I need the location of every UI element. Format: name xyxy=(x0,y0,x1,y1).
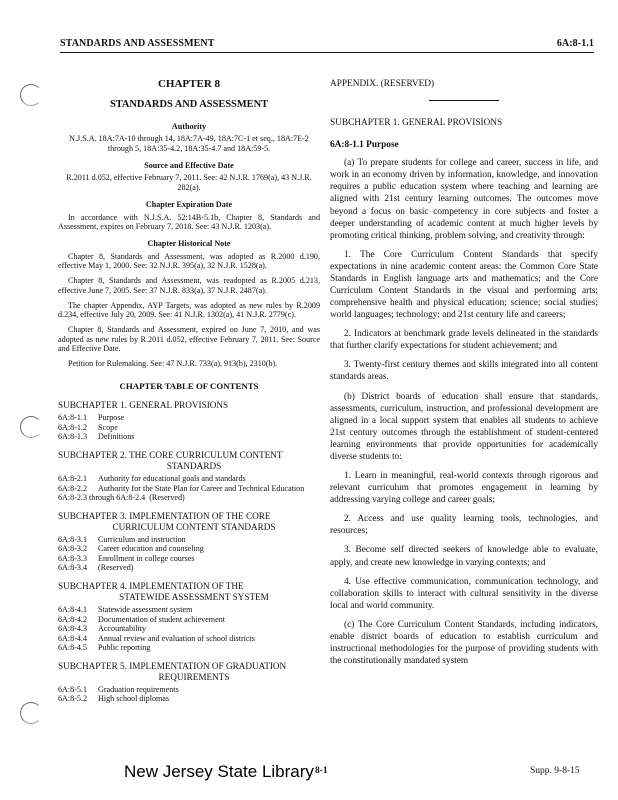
right-column xyxy=(330,78,598,674)
divider-rule xyxy=(429,100,499,101)
chapter-number: CHAPTER 8 xyxy=(157,78,221,90)
history-paragraph: Petition for Rulemaking. See: 47 N.J.R. 733(a), 913(b), 2310(b). xyxy=(68,359,278,369)
toc-subchapter-line: SUBCHAPTER 1. GENERAL PROVISIONS xyxy=(58,400,229,411)
header-title: STANDARDS AND ASSESSMENT xyxy=(60,38,215,49)
body-paragraph: 3. Twenty-first century themes and skills integrated into all content standards areas. xyxy=(330,360,598,383)
toc-section-title: (Reserved) xyxy=(98,563,134,573)
toc-entry xyxy=(58,563,320,573)
toc-entry xyxy=(58,615,320,625)
subchapter-heading: SUBCHAPTER 1. GENERAL PROVISIONS xyxy=(330,118,503,129)
body-paragraph: (c) The Core Curriculum Content Standards, including indicators, enable district boards of education to establish curriculum and instructional methodologies for the purpose of providing students with the constitutionally mandated system xyxy=(330,619,598,667)
appendix-line: APPENDIX. (RESERVED) xyxy=(330,79,435,89)
authority-text: N.J.S.A. 18A:7A-10 through 14, 18A:7A-49, 18A:7C-1 et seq., 18A:7E-2 through 5, 18A:35-4.2, 18A:35-4.7 and 18A:59-5. xyxy=(69,134,309,154)
toc-section-number: 6A:8-4.4 xyxy=(58,633,87,643)
toc-section-number: 6A:8-1.1 xyxy=(58,413,87,423)
toc-title: CHAPTER TABLE OF CONTENTS xyxy=(119,380,259,391)
library-watermark: New Jersey State Library xyxy=(124,762,314,781)
toc-entry xyxy=(58,554,320,564)
toc-section-title: Enrollment in college courses xyxy=(98,553,195,563)
toc-section-title: (Reserved) xyxy=(149,493,185,503)
toc-section-number: 6A:8-2.1 xyxy=(58,474,87,484)
toc-section-title: Public reporting xyxy=(98,643,151,653)
toc-subchapter-line: SUBCHAPTER 5. IMPLEMENTATION OF GRADUATION xyxy=(58,660,287,671)
toc-entry xyxy=(58,474,320,484)
toc-section-number: 6A:8-2.3 through 6A:8-2.4 xyxy=(58,493,146,503)
toc-entry xyxy=(58,432,320,442)
body-paragraph: (b) District boards of education shall ensure that standards, assessments, curriculum, instruction, and professional development are aligned in a local support system that enables all students to achieve 21st century outcomes through the establishment of student-centered learning environments that provide opportunities for academically diverse students to: xyxy=(330,391,598,462)
toc-subchapter-heading xyxy=(58,661,320,683)
toc-subchapter-line: SUBCHAPTER 3. IMPLEMENTATION OF THE CORE xyxy=(58,510,271,521)
toc-subchapter-heading xyxy=(58,511,320,533)
toc-subchapter-line: STANDARDS xyxy=(166,460,222,471)
toc-subchapter-line: REQUIREMENTS xyxy=(158,671,230,682)
header-section-number: 6A:8-1.1 xyxy=(556,38,594,49)
authority-heading: Authority xyxy=(171,121,207,131)
toc-section-number: 6A:8-1.3 xyxy=(58,432,87,442)
history-paragraph: Chapter 8, Standards and Assessment, expired on June 7, 2010, and was adopted as new rules by R.2011 d.052, effective February 7, 2011. See: Source and Effective Date. xyxy=(58,324,320,354)
left-column xyxy=(58,78,320,704)
body-paragraph: 3. Become self directed seekers of knowledge able to evaluate, apply, and create new knowledge in varying contexts; and xyxy=(330,545,598,568)
toc-subchapter-heading xyxy=(58,581,320,603)
toc-section-number: 6A:8-3.2 xyxy=(58,544,87,554)
toc-section-title: Authority for educational goals and standards xyxy=(98,474,246,484)
toc-subchapter-line: SUBCHAPTER 2. THE CORE CURRICULUM CONTENT xyxy=(58,449,283,460)
toc-entry xyxy=(58,685,320,695)
toc-section-title: Statewide assessment system xyxy=(98,604,193,614)
toc-entry xyxy=(58,413,320,423)
toc-entry xyxy=(58,605,320,615)
expiration-text: In accordance with N.J.S.A. 52:14B-5.1b, Chapter 8, Standards and Assessment, expires on February 7, 2018. See: 43 N.J.R. 1203(a). xyxy=(58,212,320,232)
toc-section-title: Purpose xyxy=(98,413,125,423)
toc-subchapter-line: STATEWIDE ASSESSMENT SYSTEM xyxy=(119,591,269,602)
toc-subchapter-line: CURRICULUM CONTENT STANDARDS xyxy=(112,521,276,532)
toc-section-title: Accountability xyxy=(98,624,147,634)
toc-section-number: 6A:8-3.1 xyxy=(58,534,87,544)
toc-section-title: Scope xyxy=(98,422,118,432)
toc-section-title: Documentation of student achievement xyxy=(98,614,225,624)
toc-entry xyxy=(58,535,320,545)
chapter-title: STANDARDS AND ASSESSMENT xyxy=(109,99,269,111)
punch-hole-icon xyxy=(20,416,42,438)
toc-section-number: 6A:8-1.2 xyxy=(58,422,87,432)
toc-section-number: 6A:8-4.1 xyxy=(58,604,87,614)
punch-hole-icon xyxy=(20,84,42,106)
history-heading: Chapter Historical Note xyxy=(147,239,231,248)
toc-entry xyxy=(58,694,320,704)
toc-entry xyxy=(58,544,320,554)
source-heading: Source and Effective Date xyxy=(144,160,234,170)
toc-subchapter-heading xyxy=(58,400,320,411)
toc-section-number: 6A:8-4.5 xyxy=(58,643,87,653)
history-paragraph: Chapter 8, Standards and Assessment, was readopted as R.2005 d.213, effective June 7, 2005. See: 37 N.J.R. 833(a), 37 N.J.R. 2487(a). xyxy=(58,276,320,295)
section-heading: 6A:8-1.1 Purpose xyxy=(330,140,399,151)
toc-subchapter-heading xyxy=(58,450,320,472)
running-header xyxy=(60,34,594,53)
toc-entry xyxy=(58,423,320,433)
body-paragraph: 4. Use effective communication, communication technology, and collaboration skills to interact with cultural sensitivity in the diverse local and world community. xyxy=(330,576,598,611)
toc-section-title: Curriculum and instruction xyxy=(98,534,186,544)
table-of-contents xyxy=(58,400,320,704)
source-text: R.2011 d.052, effective February 7, 2011. See: 42 N.J.R. 1769(a), 43 N.J.R. 282(a). xyxy=(66,173,312,193)
body-paragraph: 2. Access and use quality learning tools, technologies, and resources; xyxy=(330,514,598,537)
toc-section-number: 6A:8-5.2 xyxy=(58,694,87,704)
toc-section-number: 6A:8-5.1 xyxy=(58,684,87,694)
toc-entry xyxy=(58,484,320,494)
toc-section-title: High school diplomas xyxy=(98,694,170,704)
toc-entry xyxy=(58,493,320,503)
supplement-date: Supp. 9-8-15 xyxy=(530,766,580,776)
body-paragraph: 1. Learn in meaningful, real-world contexts through rigorous and relevant curriculum that promotes engagement in learning by addressing varying college and career goals; xyxy=(330,471,598,506)
toc-section-title: Authority for the State Plan for Career and Technical Education xyxy=(98,483,305,493)
page-number: 8-1 xyxy=(315,766,328,776)
body-paragraph: 1. The Core Curriculum Content Standards that specify expectations in nine academic content areas: the Common Core State Standards in English language arts and mathematics; and the Core Curriculum Content Standards in the visual and performing arts; comprehensive health and physical education; science; social studies; world languages; technology; and 21st century life and careers; xyxy=(330,249,598,321)
punch-hole-icon xyxy=(20,702,42,724)
toc-subchapter-line: SUBCHAPTER 4. IMPLEMENTATION OF THE xyxy=(58,580,244,591)
toc-section-title: Graduation requirements xyxy=(98,684,179,694)
history-paragraph: Chapter 8, Standards and Assessment, was adopted as R.2000 d.190, effective May 1, 2000. See: 32 N.J.R. 395(a), 32 N.J.R. 1528(a). xyxy=(58,251,320,271)
toc-section-number: 6A:8-4.3 xyxy=(58,624,87,634)
toc-section-number: 6A:8-4.2 xyxy=(58,614,87,624)
toc-entry xyxy=(58,624,320,634)
toc-section-number: 6A:8-2.2 xyxy=(58,483,87,493)
toc-entry xyxy=(58,634,320,644)
toc-section-title: Definitions xyxy=(98,432,135,442)
body-paragraph: (a) To prepare students for college and career, success in life, and work in an economy driven by information, knowledge, and innovation requires a public education system where teaching and learning are aligned with 21st century learning outcomes. The outcomes move beyond a focus on basic competency in core subjects and foster a deeper understanding of academic content at much higher levels by promoting critical thinking, problem solving, and creativity through: xyxy=(330,158,598,241)
expiration-heading: Chapter Expiration Date xyxy=(145,199,233,209)
history-paragraph: The chapter Appendix, AYP Targets, was adopted as new rules by R.2009 d.234, effective July 20, 2009. See: 41 N.J.R. 1302(a), 41 N.J.R. 2779(c). xyxy=(58,300,320,320)
toc-section-number: 6A:8-3.3 xyxy=(58,553,87,563)
body-paragraph: 2. Indicators at benchmark grade levels delineated in the standards that further clarify expectations for student achievement; and xyxy=(330,329,598,352)
toc-entry xyxy=(58,643,320,653)
toc-section-number: 6A:8-3.4 xyxy=(58,563,87,573)
toc-section-title: Annual review and evaluation of school districts xyxy=(98,633,255,643)
toc-section-title: Career education and counseling xyxy=(98,544,204,554)
